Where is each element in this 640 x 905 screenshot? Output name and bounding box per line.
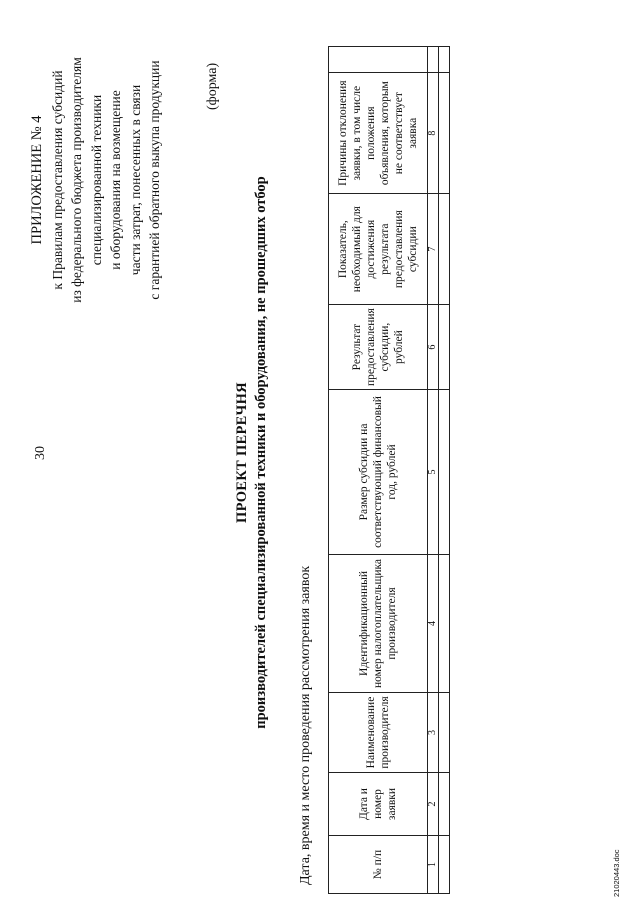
column-header: Показатель, необходимый для достижения результата предоставления субсидии bbox=[329, 194, 428, 305]
project-list-table bbox=[328, 46, 450, 894]
appendix-line: части затрат, понесенных в связи bbox=[127, 84, 143, 276]
table-cell[interactable] bbox=[439, 693, 450, 773]
table-row bbox=[439, 47, 450, 894]
table-cell[interactable] bbox=[439, 73, 450, 194]
title-subtitle: производителей специализированной техники и оборудования, не прошедших отбор bbox=[253, 176, 269, 729]
appendix-line: к Правилам предоставления субсидий bbox=[49, 70, 65, 290]
blank-column-cell bbox=[428, 47, 439, 73]
document-code: 21020443.doc bbox=[612, 849, 621, 897]
column-number: 2 bbox=[428, 773, 439, 836]
column-number: 5 bbox=[428, 390, 439, 555]
table-cell[interactable] bbox=[439, 305, 450, 390]
table-header-row bbox=[329, 47, 428, 894]
appendix-line: с гарантией обратного выкупа продукции bbox=[147, 60, 162, 300]
column-number: 3 bbox=[428, 693, 439, 773]
table-cell[interactable] bbox=[439, 390, 450, 555]
column-number: 7 bbox=[428, 194, 439, 305]
blank-column-cell bbox=[329, 47, 428, 73]
appendix-header bbox=[28, 15, 165, 345]
blank-column-cell bbox=[439, 47, 450, 73]
column-header: Причины отклонения заявки, в том числе положения объявления, которым не соответствует заявка bbox=[329, 73, 428, 194]
column-number: 4 bbox=[428, 555, 439, 693]
table-cell[interactable] bbox=[439, 836, 450, 894]
form-label: (форма) bbox=[205, 62, 220, 110]
column-header: Размер субсидии на соответствующий финансовый год, рублей bbox=[329, 390, 428, 555]
column-header: Дата и номер заявки bbox=[329, 773, 428, 836]
column-header: Идентификационный номер налогоплательщика производителя bbox=[329, 555, 428, 693]
table-cell[interactable] bbox=[439, 773, 450, 836]
appendix-line: и оборудования на возмещение bbox=[108, 90, 123, 270]
column-header: Наименование производителя bbox=[329, 693, 428, 773]
column-header: Результат предоставления субсидии, рублей bbox=[329, 305, 428, 390]
table-cell[interactable] bbox=[439, 194, 450, 305]
document-title bbox=[233, 0, 271, 905]
column-number: 8 bbox=[428, 73, 439, 194]
column-number-row bbox=[428, 47, 439, 894]
appendix-title: ПРИЛОЖЕНИЕ № 4 bbox=[29, 115, 45, 245]
page-number: 30 bbox=[33, 446, 48, 460]
column-header: № п/п bbox=[329, 836, 428, 894]
column-number: 1 bbox=[428, 836, 439, 894]
date-time-place-line: Дата, время и место проведения рассмотрения заявок bbox=[298, 565, 313, 885]
column-number: 6 bbox=[428, 305, 439, 390]
appendix-line: из федерального бюджета производителям bbox=[69, 57, 84, 303]
title-main: ПРОЕКТ ПЕРЕЧНЯ bbox=[234, 382, 250, 523]
table-cell[interactable] bbox=[439, 555, 450, 693]
appendix-line: специализированной техники bbox=[88, 94, 104, 266]
